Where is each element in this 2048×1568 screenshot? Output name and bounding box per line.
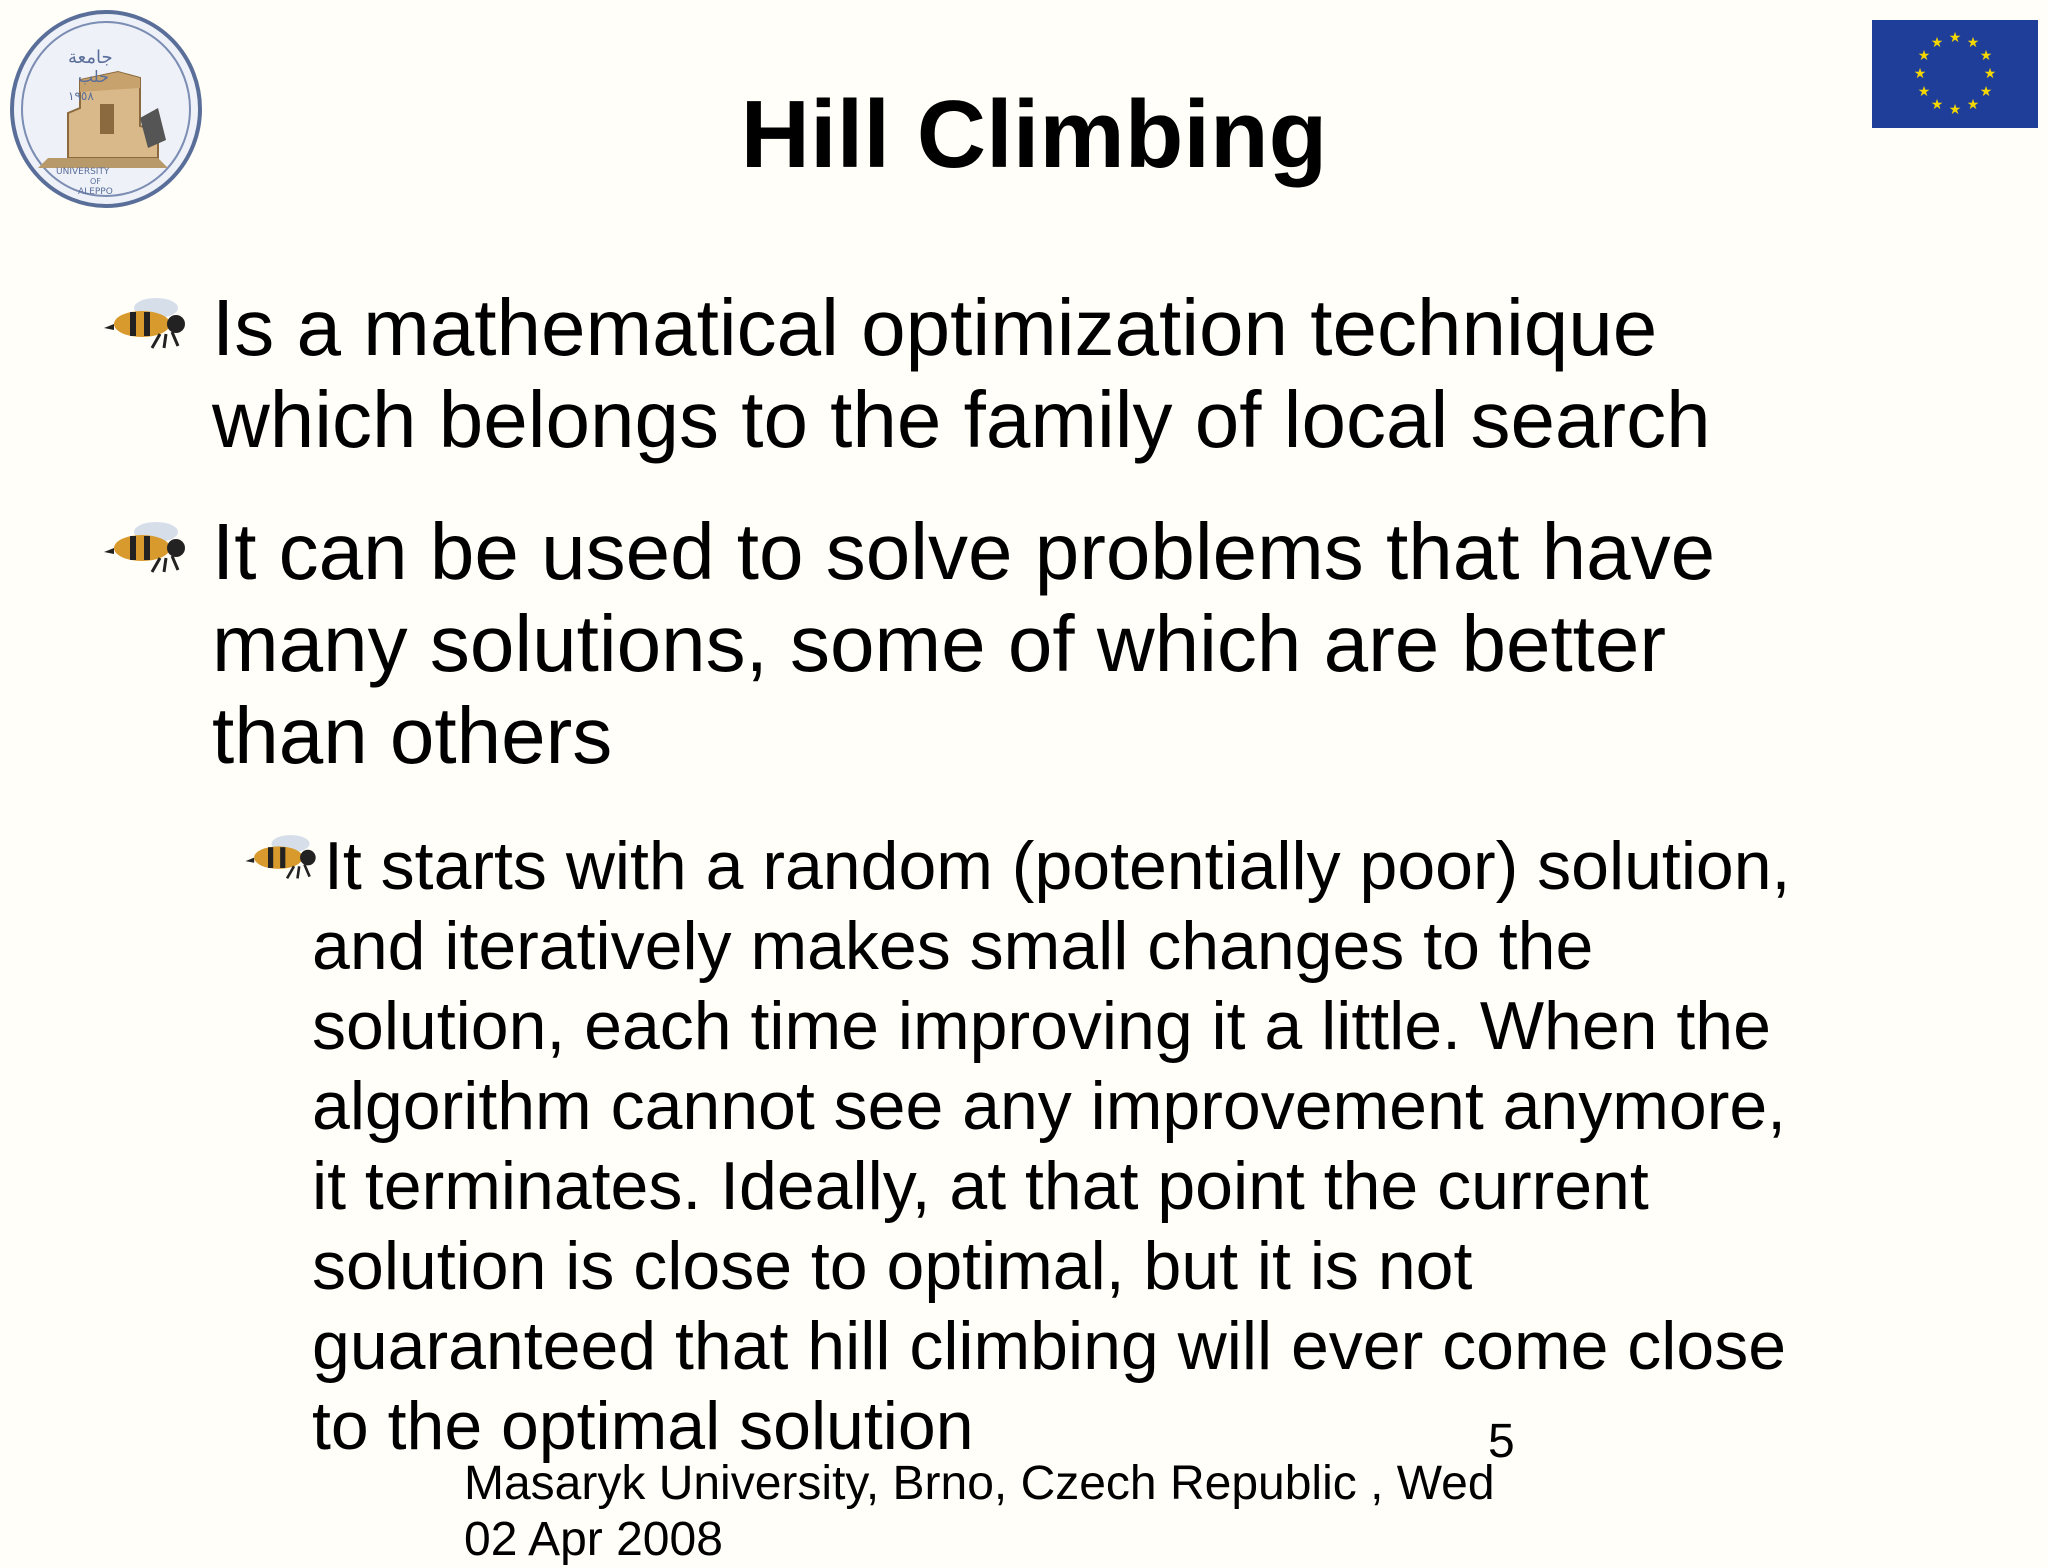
svg-text:UNIVERSITY: UNIVERSITY (56, 167, 110, 177)
footer (464, 1456, 1495, 1568)
svg-text:★: ★ (1948, 102, 1962, 118)
bullet-1 (212, 282, 1711, 466)
svg-text:حلب: حلب (78, 67, 109, 86)
footer-line: 02 Apr 2008 (464, 1513, 723, 1566)
svg-text:★: ★ (1966, 97, 1980, 113)
bullet-1-line: which belongs to the family of local search (212, 375, 1711, 464)
footer-line: Masaryk University, Brno, Czech Republic , Wed (464, 1457, 1495, 1510)
svg-text:ALEPPO: ALEPPO (78, 187, 113, 197)
sub-bullet-line: to the optimal solution (312, 1388, 974, 1464)
sub-bullet-line: It starts with a random (potentially poor) solution, (324, 828, 1791, 904)
bee-icon (100, 290, 190, 352)
bee-icon (100, 514, 190, 576)
slide-title: Hill Climbing (740, 81, 1328, 188)
page-number: 5 (1488, 1415, 1515, 1468)
svg-text:OF: OF (90, 177, 101, 186)
sub-bullet (312, 826, 1790, 1466)
svg-text:★: ★ (1979, 84, 1993, 100)
svg-text:★: ★ (1913, 66, 1927, 82)
sub-bullet-line: it terminates. Ideally, at that point the current (312, 1148, 1649, 1224)
svg-text:★: ★ (1979, 48, 1993, 64)
svg-text:★: ★ (1983, 66, 1997, 82)
svg-text:★: ★ (1966, 35, 1980, 51)
sub-bullet-line: guaranteed that hill climbing will ever come close (312, 1308, 1787, 1384)
bullet-2 (212, 506, 1715, 782)
svg-text:جامعة: جامعة (68, 47, 113, 68)
bee-icon (242, 828, 320, 882)
bullet-2-line: many solutions, some of which are better (212, 599, 1667, 688)
svg-text:★: ★ (1930, 97, 1944, 113)
svg-text:١٩٥٨: ١٩٥٨ (68, 89, 94, 103)
sub-bullet-line: solution, each time improving it a little. When the (312, 988, 1771, 1064)
svg-text:★: ★ (1917, 84, 1931, 100)
svg-text:★: ★ (1948, 30, 1962, 46)
svg-text:★: ★ (1917, 48, 1931, 64)
sub-bullet-line: solution is close to optimal, but it is not (312, 1228, 1473, 1304)
sub-bullet-line: and iteratively makes small changes to the (312, 908, 1594, 984)
bullet-2-line: It can be used to solve problems that have (212, 507, 1716, 596)
bullet-1-line: Is a mathematical optimization technique (212, 283, 1658, 372)
bullet-2-line: than others (212, 691, 613, 780)
sub-bullet-line: algorithm cannot see any improvement anymore, (312, 1068, 1787, 1144)
svg-text:★: ★ (1930, 35, 1944, 51)
